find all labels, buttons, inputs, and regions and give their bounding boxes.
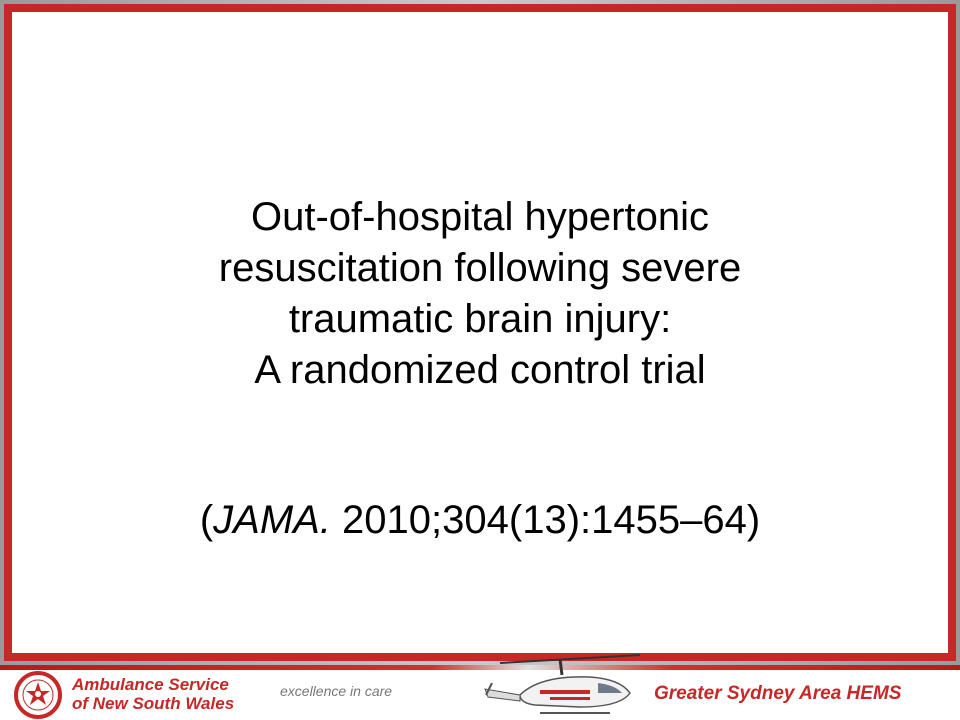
slide-title: [0, 192, 960, 396]
title-line: traumatic brain injury:: [288, 297, 672, 341]
footer-banner: [0, 665, 960, 720]
citation: [0, 495, 960, 546]
tagline: excellence in care: [280, 683, 393, 699]
org-name-line: of New South Wales: [72, 694, 235, 713]
title-line: A randomized control trial: [254, 348, 706, 392]
title-line: resuscitation following severe: [218, 246, 742, 290]
org-name: [72, 675, 234, 713]
citation-open: (: [199, 498, 214, 542]
hems-label: Greater Sydney Area HEMS: [654, 683, 902, 704]
ambulance-seal-icon: [12, 671, 64, 719]
helicopter-icon: [480, 635, 650, 720]
org-name-line: Ambulance Service: [72, 675, 229, 694]
citation-details: 2010;304(13):1455–64): [330, 498, 761, 542]
citation-journal: JAMA.: [213, 498, 331, 542]
title-line: Out-of-hospital hypertonic: [250, 195, 709, 239]
